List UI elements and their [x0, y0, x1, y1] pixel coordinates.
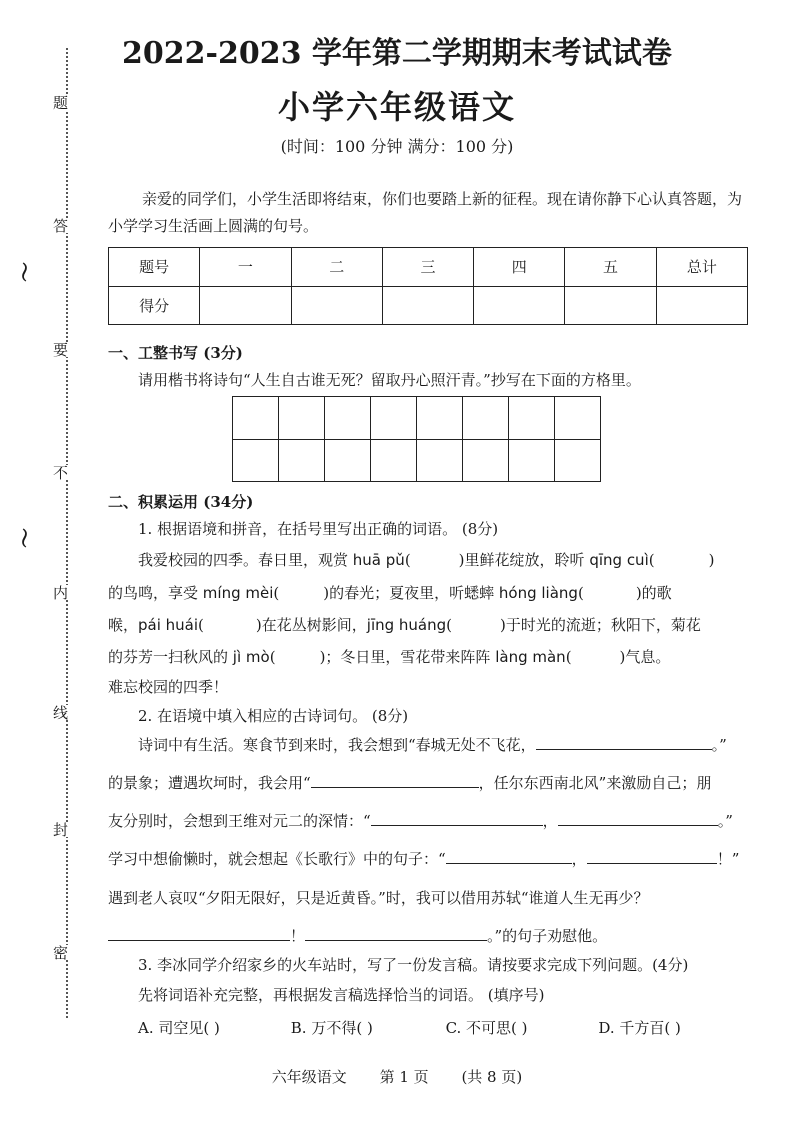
table-cell: 三 — [382, 248, 473, 287]
margin-char: 内 — [51, 585, 69, 600]
q1-line-3: 喉，pái huái( )在花丛树影间，jīng huáng( )于时光的流逝；秋阳下，菊花 — [108, 616, 701, 634]
grid-row — [233, 397, 601, 440]
grid-cell[interactable] — [325, 397, 371, 440]
section-1-instruction: 请用楷书将诗句“人生自古谁无死？留取丹心照汗青。”抄写在下面的方格里。 — [138, 371, 641, 389]
score-input-cell[interactable] — [382, 286, 473, 325]
grid-cell[interactable] — [417, 439, 463, 482]
margin-char: 题 — [51, 95, 69, 110]
pinyin: míng mèi — [202, 584, 274, 602]
answer-blank[interactable] — [446, 849, 572, 864]
section-1-title: 一、工整书写 (3分) — [108, 344, 243, 362]
answer-blank[interactable] — [536, 735, 712, 750]
intro-paragraph: 亲爱的同学们，小学生活即将结束，你们也要踏上新的征程。现在请你静下心认真答题，为小学学习生活画上圆满的句号。 — [108, 190, 743, 235]
q1-line-5: 难忘校园的四季！ — [108, 678, 229, 696]
answer-blank[interactable] — [305, 926, 487, 941]
score-input-cell[interactable] — [565, 286, 656, 325]
question-3-title: 3. 李冰同学介绍家乡的火车站时，写了一份发言稿。请按要求完成下列问题。(4分) — [138, 956, 689, 974]
pinyin: hóng liàng — [498, 584, 578, 602]
grid-cell[interactable] — [325, 439, 371, 482]
pinyin: jīng huáng — [366, 616, 447, 634]
margin-char: 答 — [51, 218, 69, 233]
grid-cell[interactable] — [279, 439, 325, 482]
margin-char: 不 — [51, 465, 69, 480]
pinyin: làng màn — [495, 648, 566, 666]
grid-cell[interactable] — [463, 397, 509, 440]
table-row — [109, 286, 748, 325]
option-b[interactable]: B. 万不得( ) — [290, 1019, 373, 1037]
question-1-title: 1. 根据语境和拼音，在括号里写出正确的词语。 (8分) — [138, 520, 499, 538]
grid-cell[interactable] — [371, 397, 417, 440]
binding-dotted-line — [66, 48, 68, 1018]
question-2-title: 2. 在语境中填入相应的古诗词句。 (8分) — [138, 707, 409, 725]
page-footer — [0, 1066, 794, 1087]
table-cell: 二 — [291, 248, 382, 287]
margin-char: 密 — [51, 945, 69, 960]
q2-line-6: ！ 。”的句子劝慰他。 — [108, 925, 753, 946]
grid-cell[interactable] — [463, 439, 509, 482]
option-d[interactable]: D. 千方百( ) — [598, 1019, 681, 1037]
grid-cell[interactable] — [233, 439, 279, 482]
grid-cell[interactable] — [417, 397, 463, 440]
q2-line-1: 诗词中有生活。寒食节到来时，我会想到“春城无处不飞花， 。” — [138, 736, 727, 754]
score-table — [108, 247, 748, 325]
margin-char: 线 — [51, 705, 69, 720]
table-cell: 总计 — [656, 248, 747, 287]
score-input-cell[interactable] — [474, 286, 565, 325]
answer-blank[interactable] — [558, 811, 718, 826]
score-input-cell[interactable] — [656, 286, 747, 325]
pinyin: qīng cuì — [589, 551, 649, 569]
margin-mark: 〜 — [12, 262, 36, 282]
footer-subject: 六年级语文 — [271, 1068, 347, 1086]
table-cell: 得分 — [109, 286, 200, 325]
q1-line-1: 我爱校园的四季。春日里，观赏 huā pǔ( )里鲜花绽放，聆听 qīng cuì( ) — [138, 551, 715, 569]
q1-line-2: 的鸟鸣，享受 míng mèi( )的春光；夏夜里，听蟋蟀 hóng liàng( )的歌 — [108, 584, 672, 602]
pinyin: pái huái — [138, 616, 199, 634]
grid-cell[interactable] — [555, 439, 601, 482]
option-c[interactable]: C. 不可思( ) — [445, 1019, 528, 1037]
answer-blank[interactable] — [108, 926, 290, 941]
question-3-instruction: 先将词语补充完整，再根据发言稿选择恰当的词语。 (填序号) — [138, 986, 545, 1004]
grid-cell[interactable] — [509, 397, 555, 440]
grid-cell[interactable] — [555, 397, 601, 440]
section-2-title: 二、积累运用 (34分) — [108, 493, 254, 511]
q2-line-5: 遇到老人哀叹“夕阳无限好，只是近黄昏。”时，我可以借用苏轼“谁道人生无再少？ — [108, 889, 649, 907]
exam-subtitle: 小学六年级语文 — [277, 88, 516, 126]
table-row — [109, 248, 748, 287]
margin-char: 封 — [51, 822, 69, 837]
table-cell: 五 — [565, 248, 656, 287]
question-3-options — [138, 1017, 738, 1038]
answer-blank[interactable] — [587, 849, 717, 864]
grid-row — [233, 439, 601, 482]
writing-grid[interactable] — [232, 396, 601, 482]
exam-title: 2022-2023 学年第二学期期末考试试卷 — [122, 36, 672, 71]
grid-cell[interactable] — [509, 439, 555, 482]
q1-line-4: 的芬芳一扫秋风的 jì mò( )；冬日里，雪花带来阵阵 làng màn( )气息。 — [108, 648, 671, 666]
footer-page: 第 1 页 — [379, 1068, 429, 1086]
score-input-cell[interactable] — [200, 286, 291, 325]
table-cell: 四 — [474, 248, 565, 287]
table-cell: 一 — [200, 248, 291, 287]
score-input-cell[interactable] — [291, 286, 382, 325]
grid-cell[interactable] — [233, 397, 279, 440]
pinyin: jì mò — [232, 648, 270, 666]
answer-blank[interactable] — [371, 811, 543, 826]
grid-cell[interactable] — [279, 397, 325, 440]
exam-info: (时间：100 分钟 满分：100 分) — [280, 137, 514, 156]
q2-line-4: 学习中想偷懒时，就会想起《长歌行》中的句子：“ ， ！” — [108, 850, 740, 868]
pinyin: huā pǔ — [352, 551, 405, 569]
option-a[interactable]: A. 司空见( ) — [138, 1019, 220, 1037]
q2-line-2: 的景象；遭遇坎坷时，我会用“ ，任尔东西南北风”来激励自己；朋 — [108, 774, 712, 792]
margin-mark: 〜 — [12, 528, 36, 548]
answer-blank[interactable] — [311, 773, 479, 788]
q2-line-3: 友分别时，会想到王维对元二的深情：“ ， 。” — [108, 812, 733, 830]
table-cell: 题号 — [109, 248, 200, 287]
margin-char: 要 — [51, 342, 69, 357]
footer-total: (共 8 页) — [461, 1068, 523, 1086]
grid-cell[interactable] — [371, 439, 417, 482]
